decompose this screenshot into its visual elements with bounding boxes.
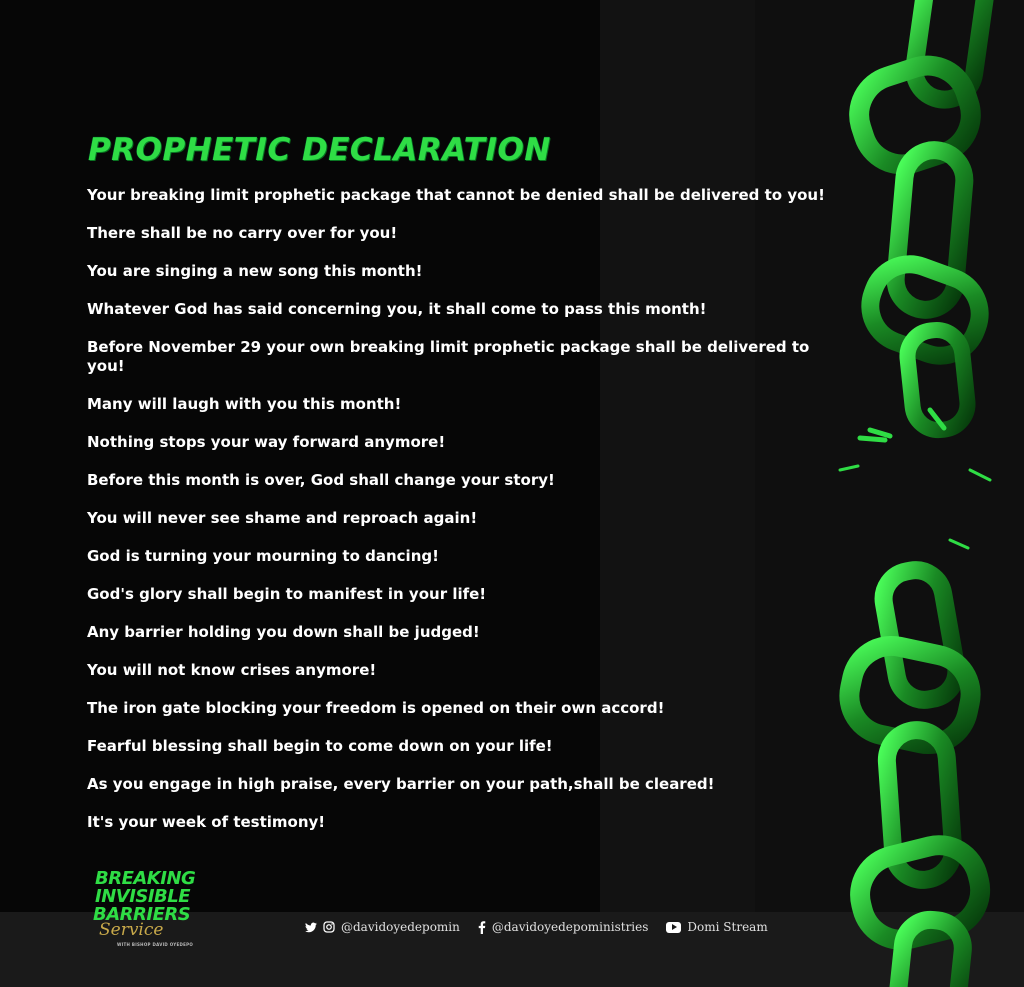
logo-line-invisible: INVISIBLE: [95, 886, 191, 907]
declaration-list: [87, 186, 827, 851]
declaration-item: Before November 29 your own breaking limit prophetic package shall be delivered to you!: [87, 338, 810, 375]
logo-line-breaking: BREAKING: [95, 868, 196, 889]
declaration-item: God is turning your mourning to dancing!: [87, 547, 439, 565]
declaration-item: Your breaking limit prophetic package that cannot be denied shall be delivered to you!: [87, 186, 825, 204]
twitter-icon[interactable]: [305, 922, 317, 933]
twitter-instagram-handle[interactable]: @davidoyedepomin: [341, 920, 460, 934]
declaration-item: There shall be no carry over for you!: [87, 224, 398, 242]
logo-line-subtitle: WITH BISHOP DAVID OYEDEPO: [117, 942, 194, 947]
instagram-icon[interactable]: [323, 921, 335, 933]
breaking-invisible-barriers-logo: [93, 868, 223, 948]
declaration-item: Any barrier holding you down shall be judged!: [87, 623, 480, 641]
logo-line-service: Service: [99, 920, 164, 940]
declaration-item: It's your week of testimony!: [87, 813, 326, 831]
declaration-item: You are singing a new song this month!: [87, 262, 423, 280]
declaration-item: Fearful blessing shall begin to come down on your life!: [87, 737, 553, 755]
facebook-icon[interactable]: [478, 921, 486, 934]
declaration-item: As you engage in high praise, every barrier on your path,shall be cleared!: [87, 775, 715, 793]
declaration-item: The iron gate blocking your freedom is opened on their own accord!: [87, 699, 665, 717]
social-links-bar: [305, 918, 768, 936]
chain-icon: [820, 0, 1024, 987]
logo-line-barriers: BARRIERS: [93, 904, 191, 925]
page-title: PROPHETIC DECLARATION: [88, 132, 551, 168]
youtube-channel[interactable]: Domi Stream: [687, 920, 768, 934]
declaration-item: Many will laugh with you this month!: [87, 395, 402, 413]
declaration-item: Nothing stops your way forward anymore!: [87, 433, 446, 451]
youtube-icon[interactable]: [666, 922, 681, 933]
declaration-item: God's glory shall begin to manifest in your life!: [87, 585, 487, 603]
declaration-item: You will never see shame and reproach again!: [87, 509, 478, 527]
facebook-handle[interactable]: @davidoyedepoministries: [491, 920, 649, 934]
declaration-item: Whatever God has said concerning you, it shall come to pass this month!: [87, 300, 707, 318]
declaration-item: Before this month is over, God shall change your story!: [87, 471, 555, 489]
declaration-item: You will not know crises anymore!: [87, 661, 377, 679]
